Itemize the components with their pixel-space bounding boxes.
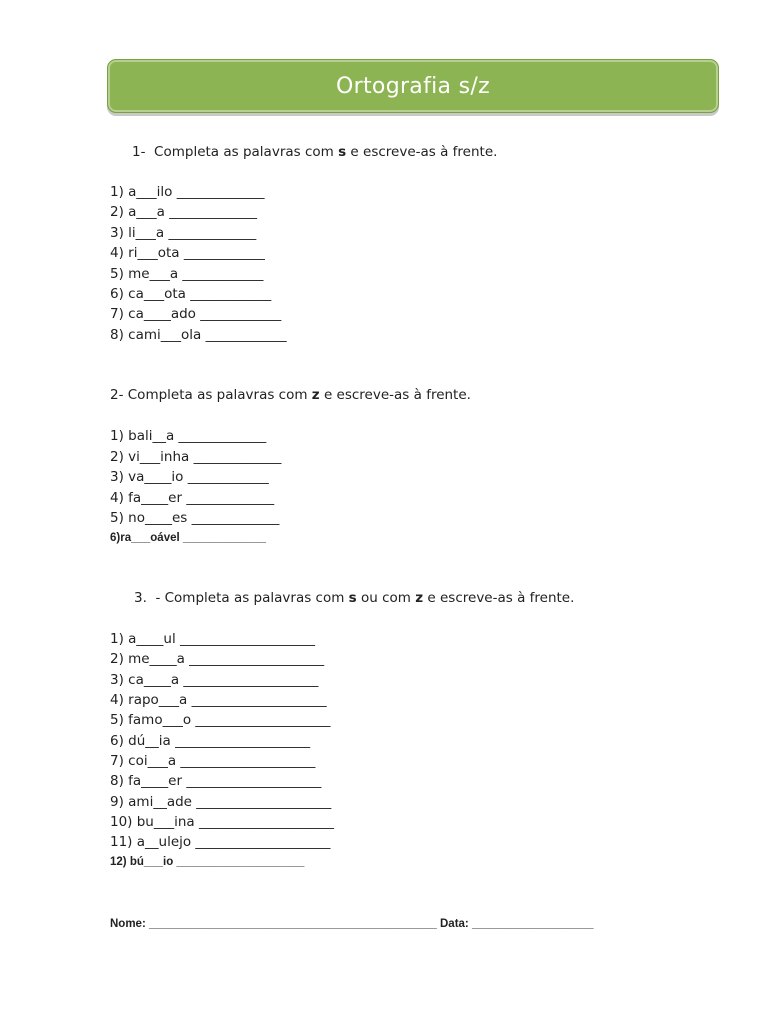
exercise-item: 2) me____a ____________________: [110, 651, 325, 667]
exercise-item: 6)ra___oável _____________: [110, 532, 267, 544]
exercise-item: 5) no____es _____________: [110, 510, 280, 526]
exercise-item: 7) ca____ado ____________: [110, 306, 282, 322]
exercise-item: 2) a___a _____________: [110, 204, 257, 220]
exercise-item: 6) ca___ota ____________: [110, 286, 272, 302]
exercise-item: 6) dú__ia ____________________: [110, 733, 311, 749]
exercise-item: 1) a____ul ____________________: [110, 631, 316, 647]
exercise-item: 5) me___a ____________: [110, 266, 264, 282]
footer-fields: [110, 918, 594, 930]
exercise-item: 4) rapo___a ____________________: [110, 692, 327, 708]
exercise-item: 2) vi___inha _____________: [110, 449, 282, 465]
exercise-item: 3) va____io ____________: [110, 469, 269, 485]
title-banner: [107, 59, 719, 113]
exercise-item: 12) bú___io ____________________: [110, 856, 305, 868]
page-title: Ortografia s/z: [336, 73, 490, 99]
exercise-item: 5) famo___o ____________________: [110, 712, 331, 728]
section3-instruction: [134, 590, 574, 606]
instruction-text: e escreve-as à frente.: [319, 387, 471, 403]
exercise-item: 4) fa____er _____________: [110, 490, 275, 506]
exercise-item: 10) bu___ina ____________________: [110, 814, 334, 830]
exercise-item: 9) ami__ade ____________________: [110, 794, 332, 810]
section1-instruction: [132, 144, 497, 160]
instruction-text: 2- Completa as palavras com: [110, 387, 312, 403]
instruction-text: e escreve-as à frente.: [346, 144, 498, 160]
instruction-letter: s: [338, 144, 347, 160]
name-line: _____________________________________________: [148, 918, 437, 930]
instruction-text: ou com: [356, 590, 416, 606]
instruction-text: e escreve-as à frente.: [423, 590, 575, 606]
date-line: ___________________: [471, 918, 594, 930]
instruction-text: 3. - Completa as palavras com: [134, 590, 349, 606]
instruction-letter: z: [311, 387, 320, 403]
exercise-item: 11) a__ulejo ____________________: [110, 834, 331, 850]
exercise-item: 7) coi___a ____________________: [110, 753, 316, 769]
instruction-letter: s: [348, 590, 357, 606]
exercise-item: 3) li___a _____________: [110, 225, 257, 241]
exercise-item: 1) a___ilo _____________: [110, 184, 265, 200]
date-label: Data:: [440, 918, 469, 930]
instruction-text: 1- Completa as palavras com: [132, 144, 339, 160]
exercise-item: 1) bali__a _____________: [110, 428, 267, 444]
instruction-letter: z: [415, 590, 424, 606]
exercise-item: 4) ri___ota ____________: [110, 245, 265, 261]
name-label: Nome:: [110, 918, 146, 930]
exercise-item: 3) ca____a ____________________: [110, 672, 319, 688]
section2-instruction: [110, 387, 471, 403]
exercise-item: 8) fa____er ____________________: [110, 773, 322, 789]
exercise-item: 8) cami___ola ____________: [110, 327, 287, 343]
